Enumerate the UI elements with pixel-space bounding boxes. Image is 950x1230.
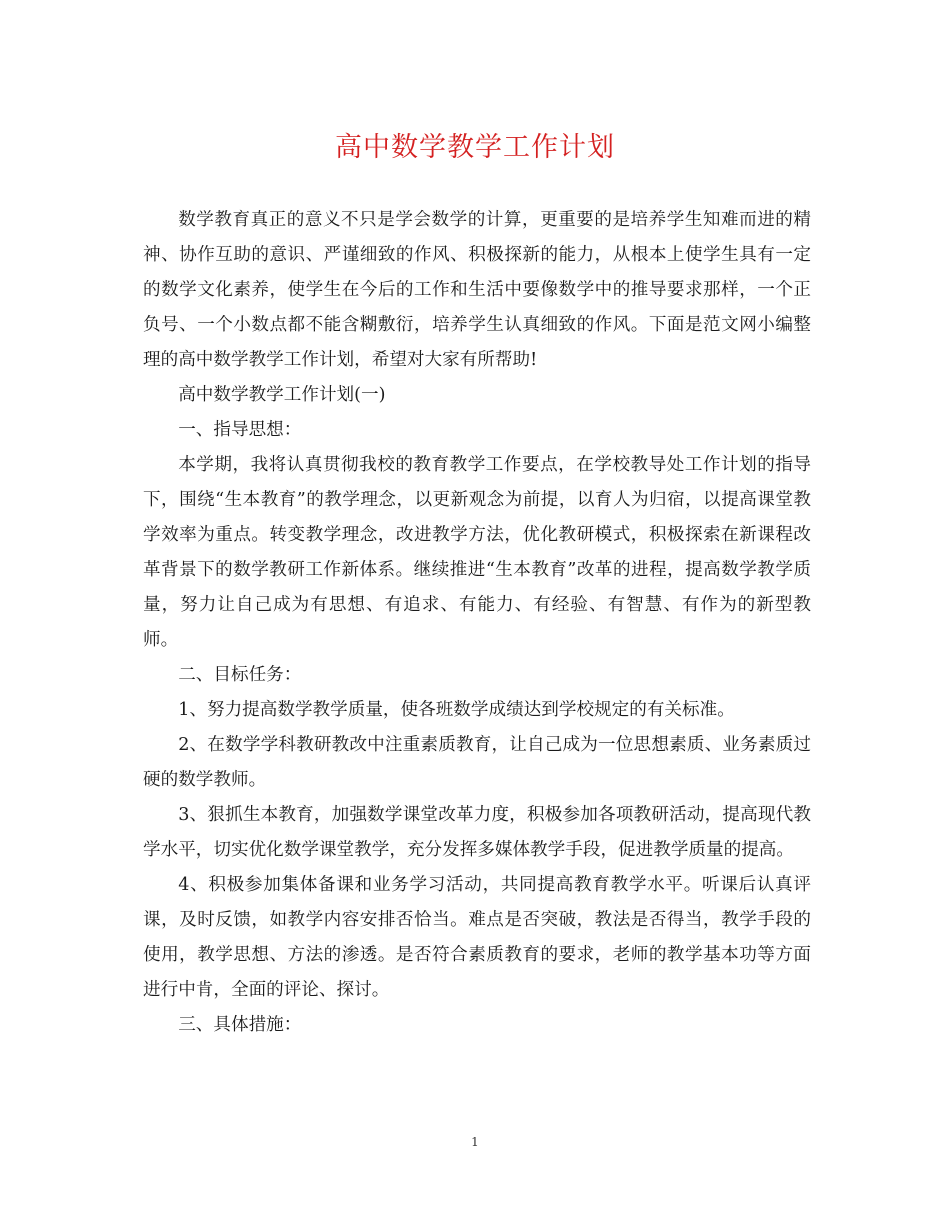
guiding-thought-paragraph: 本学期，我将认真贯彻我校的教育教学工作要点，在学校教导处工作计划的指导下，围绕“生本教育”的教学理念，以更新观念为前提，以育人为归宿，以提高课堂教学效率为重点。转变教学理念，改进教学方法，优化教研模式，积极探索在新课程改革背景下的数学教研工作新体系。继续推进“生本教育”改革的进程，提高数学教学质量，努力让自己成为有思想、有追求、有能力、有经验、有智慧、有作为的新型教师。 [143, 455, 811, 650]
goal-item-1: 1、努力提高数学教学质量，使各班数学成绩达到学校规定的有关标准。 [178, 700, 735, 720]
section-heading-measures: 三、具体措施： [178, 1015, 302, 1035]
goal-item-3: 3、狠抓生本教育，加强数学课堂改革力度，积极参加各项教研活动，提高现代教学水平，切实优化数学课堂教学，充分发挥多媒体教学手段，促进教学质量的提高。 [143, 805, 811, 860]
goal-item-2: 2、在数学学科教研教改中注重素质教育，让自己成为一位思想素质、业务素质过硬的数学教师。 [143, 735, 811, 790]
plan-subtitle: 高中数学教学工作计划(一) [178, 385, 386, 405]
document-title: 高中数学教学工作计划 [335, 132, 615, 163]
page-number: 1 [471, 1135, 479, 1149]
section-heading-guiding-thought: 一、指导思想： [178, 420, 302, 440]
document-body [143, 203, 811, 1043]
intro-paragraph: 数学教育真正的意义不只是学会数学的计算，更重要的是培养学生知难而进的精神、协作互助的意识、严谨细致的作风、积极探新的能力，从根本上使学生具有一定的数学文化素养，使学生在今后的工作和生活中要像数学中的推导要求那样，一个正负号、一个小数点都不能含糊敷衍，培养学生认真细致的作风。下面是范文网小编整理的高中数学教学工作计划，希望对大家有所帮助! [143, 210, 811, 370]
goal-item-4: 4、积极参加集体备课和业务学习活动，共同提高教育教学水平。听课后认真评课，及时反馈，如教学内容安排否恰当。难点是否突破，教法是否得当，教学手段的使用，教学思想、方法的渗透。是否符合素质教育的要求，老师的教学基本功等方面进行中肯，全面的评论、探讨。 [143, 875, 811, 1000]
section-heading-goals: 二、目标任务： [178, 665, 302, 685]
